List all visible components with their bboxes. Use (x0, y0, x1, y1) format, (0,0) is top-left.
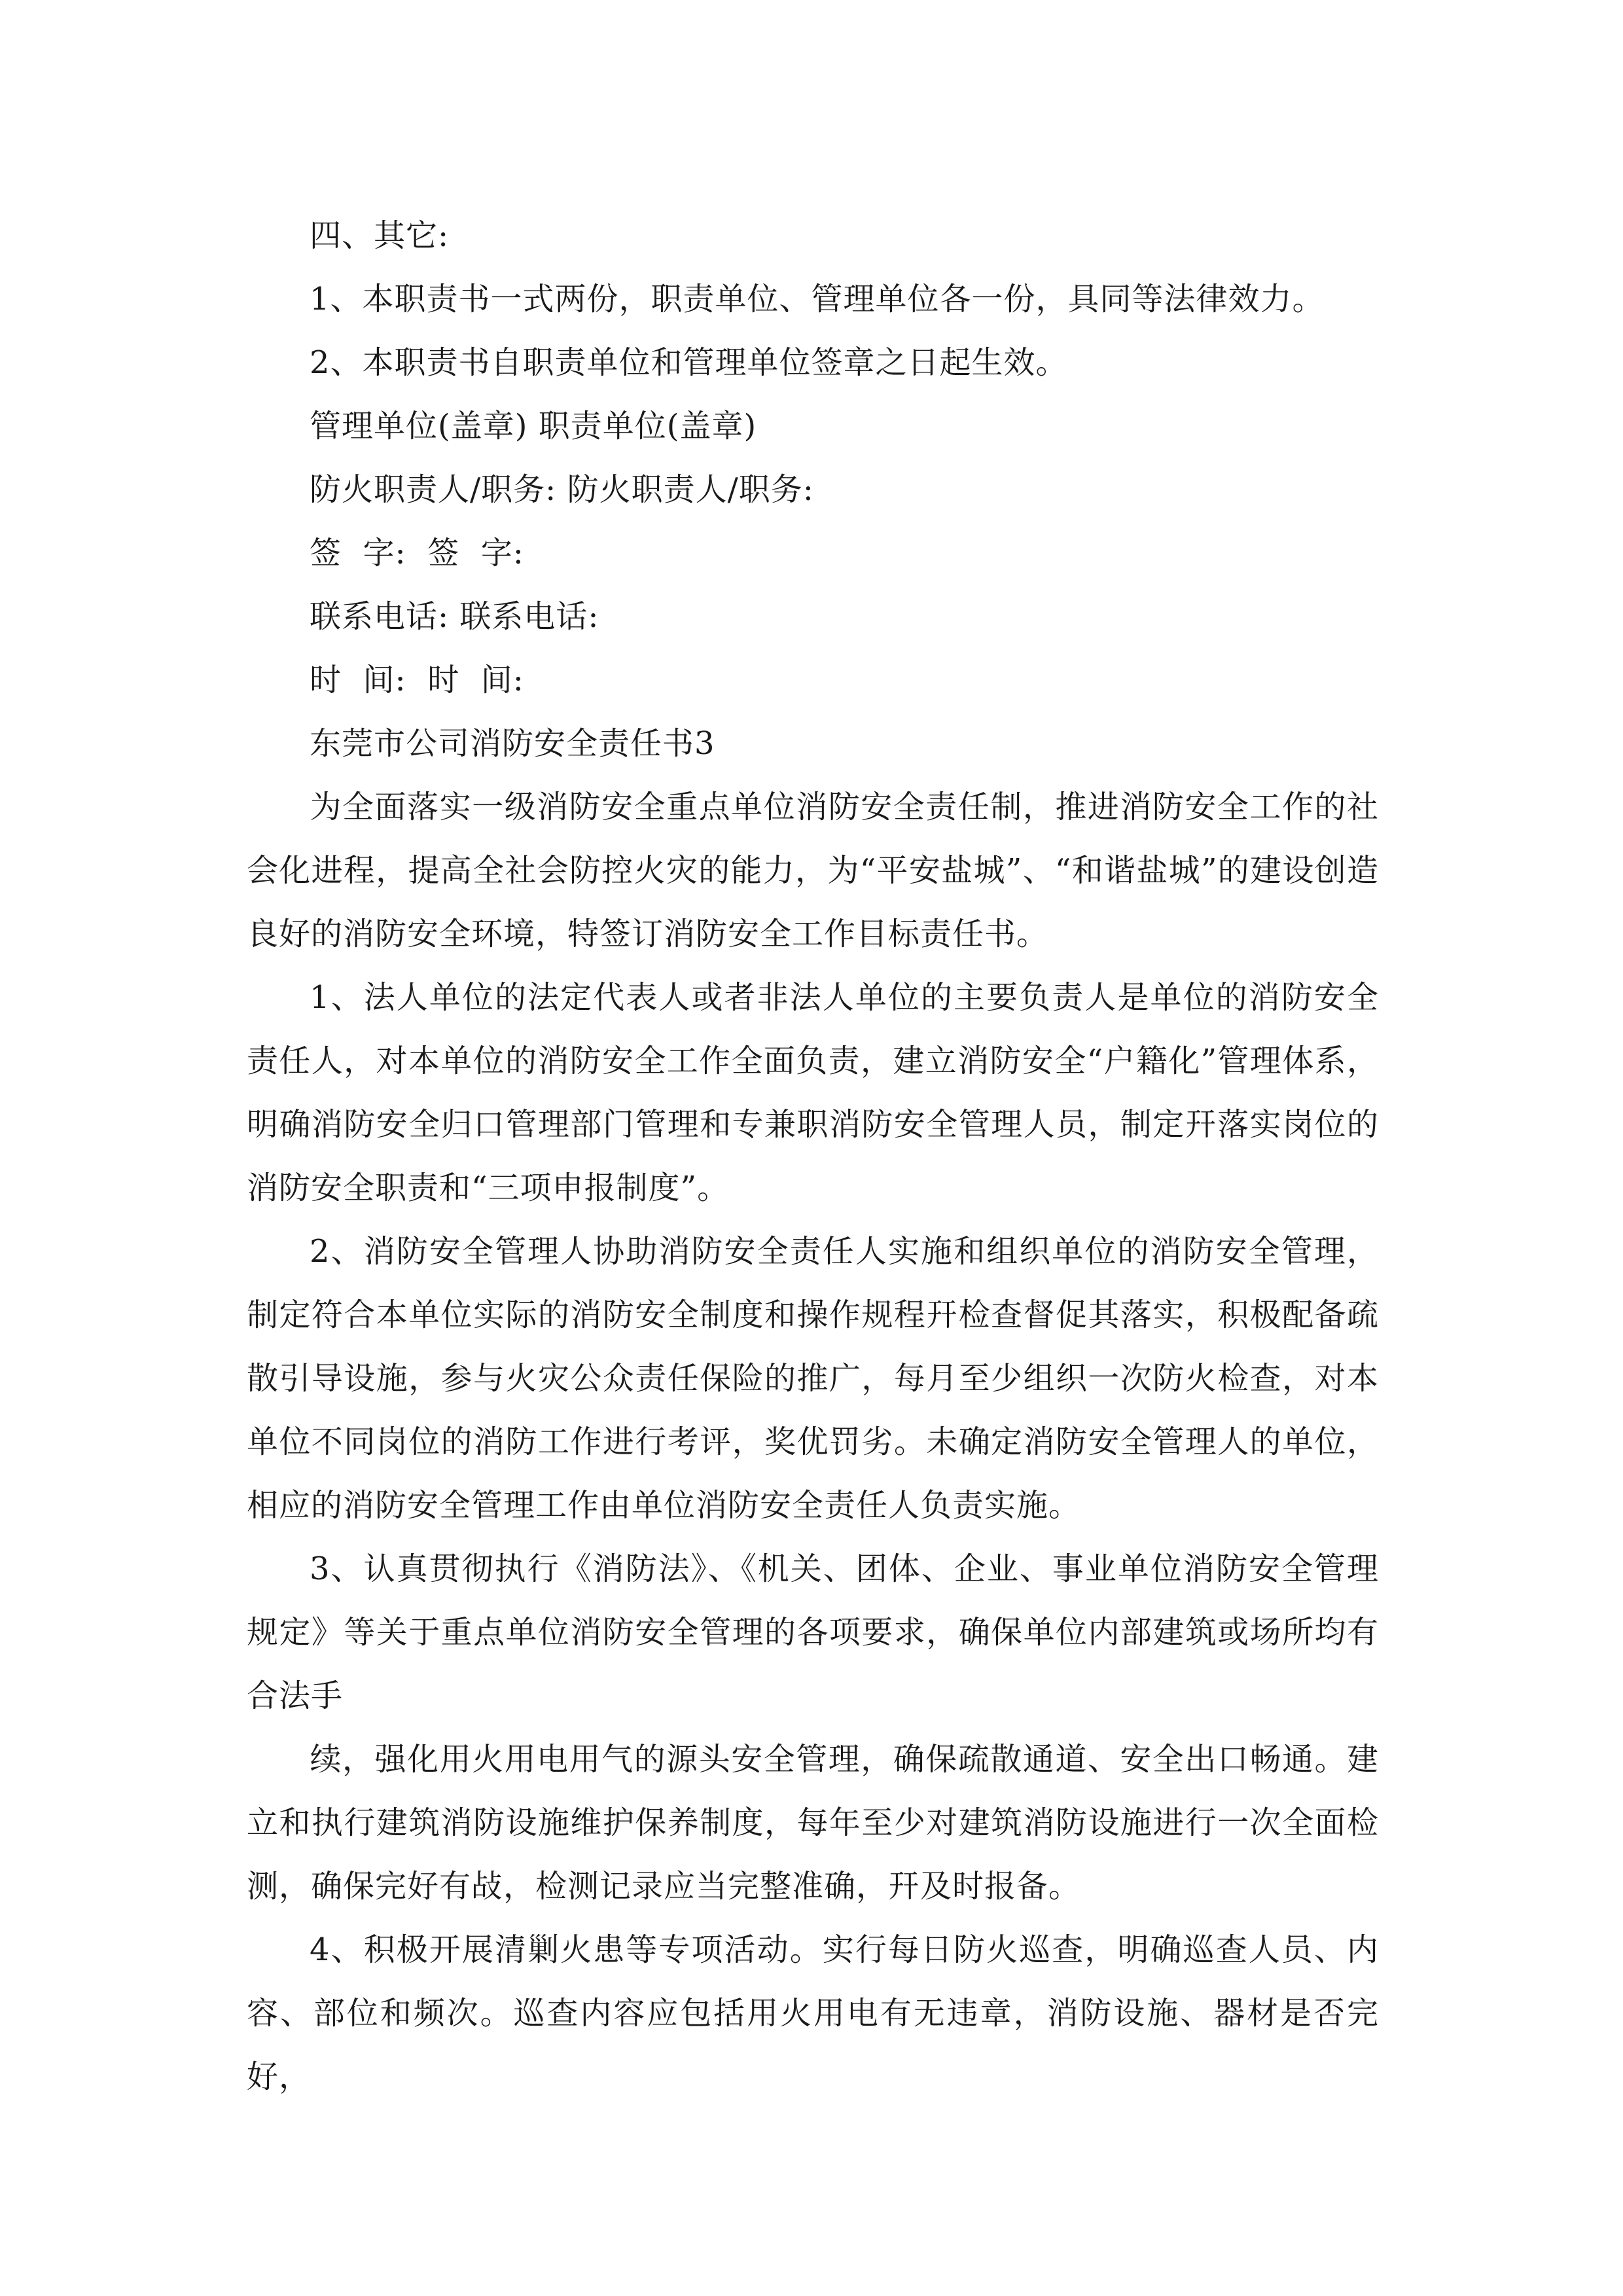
section-heading: 四、其它: (310, 217, 450, 254)
body-paragraph: 4、积极开展清剿火患等专项活动。实行每日防火巡查，明确巡查人员、内容、部位和频次。巡查内容应包括用火用电有无违章，消防设施、器材是否完好， (247, 1931, 1379, 2095)
body-paragraph: 2、消防安全管理人协助消防安全责任人实施和组织单位的消防安全管理，制定符合本单位实际的消防安全制度和操作规程幵检查督促其落实，积极配备疏散引导设施，参与火灾公众责任保险的推广，每月至少组织一次防火检查，对本单位不同岗位的消防工作进行考评，奖优罚劣。未确定消防安全管理人的单位，相应的消防安全管理工作由单位消防安全责任人负责实施。 (247, 1233, 1379, 1524)
body-paragraph: 为全面落实一级消防安全重点单位消防安全责任制，推进消防安全工作的社会化进程，提高全社会防控火灾的能力，为“平安盐城”、“和谐盐城”的建设创造良好的消防安全环境，特签订消防安全工作目标责任书。 (247, 789, 1379, 952)
body-paragraph: 3、认真贯彻执行《消防法》、《机关、团体、企业、事业单位消防安全管理规定》等关于重点单位消防安全管理的各项要求，确保单位内部建筑或场所均有合法手 (247, 1551, 1379, 1714)
document-body (247, 204, 1379, 2109)
signature-role-line: 防火职责人/职务: 防火职责人/职务: (310, 471, 814, 508)
signature-phone-line: 联系电话: 联系电话: (310, 598, 599, 635)
text-line: 2、本职责书自职责单位和管理单位签章之日起生效。 (310, 344, 1068, 381)
text-line: 1、本职责书一式两份，职责单位、管理单位各一份，具同等法律效力。 (310, 281, 1325, 317)
body-paragraph: 1、法人单位的法定代表人或者非法人单位的主要负责人是单位的消防安全责任人，对本单位的消防安全工作全面负责，建立消防安全“户籍化”管理体系，明确消防安全归口管理部门管理和专兼职消防安全管理人员，制定幵落实岗位的消防安全职责和“三项申报制度”。 (247, 979, 1379, 1206)
signature-date-line: 时 间: 时 间: (310, 662, 524, 698)
signature-sign-line: 签 字: 签 字: (310, 535, 524, 571)
body-paragraph: 续，强化用火用电用气的源头安全管理，确保疏散通道、安全出口畅通。建立和执行建筑消防设施维护保养制度，每年至少对建筑消防设施进行一次全面检测，确保完好有敁，检测记录应当完整准确，幵及时报备。 (247, 1741, 1379, 1905)
document-title: 东莞市公司消防安全责任书3 (310, 725, 715, 762)
signature-seal-line: 管理单位(盖章) 职责单位(盖章) (310, 408, 757, 444)
